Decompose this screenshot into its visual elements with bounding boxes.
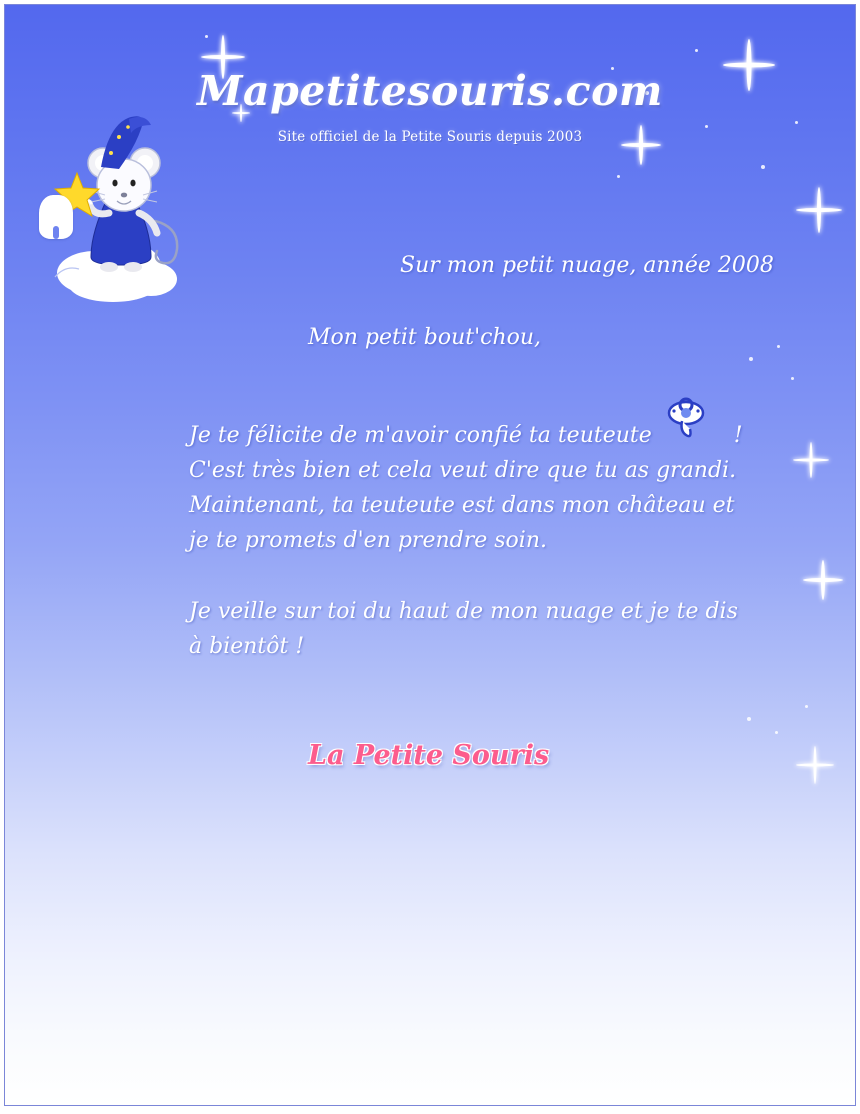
letter-salutation: Mon petit bout'chou, — [308, 325, 542, 350]
letter-date-line: Sur mon petit nuage, année 2008 — [400, 253, 774, 278]
site-title: Mapetitesouris.com — [197, 67, 663, 115]
pacifier-icon — [660, 395, 712, 447]
letter-line-1-exclamation: ! — [733, 423, 743, 448]
signature: La Petite Souris — [308, 740, 550, 771]
tooth-icon — [39, 195, 73, 239]
letter-page — [4, 4, 856, 1106]
sparkle-dot-icon — [761, 165, 765, 169]
sparkle-dot-icon — [805, 705, 808, 708]
sparkle-dot-icon — [695, 49, 698, 52]
sparkle-dot-icon — [749, 357, 753, 361]
sparkle-dot-icon — [617, 175, 620, 178]
sparkle-dot-icon — [205, 35, 208, 38]
letter-line-5: Je veille sur toi du haut de mon nuage et je te dis — [189, 599, 738, 624]
sparkle-dot-icon — [705, 125, 708, 128]
sparkle-dot-icon — [775, 731, 778, 734]
sparkle-dot-icon — [777, 345, 780, 348]
letter-line-3: Maintenant, ta teuteute est dans mon château et — [189, 493, 735, 518]
letter-line-4: je te promets d'en prendre soin. — [189, 528, 547, 553]
site-tagline: Site officiel de la Petite Souris depuis 2003 — [277, 129, 583, 145]
sparkle-dot-icon — [747, 717, 751, 721]
sparkle-dot-icon — [791, 377, 794, 380]
letter-line-2: C'est très bien et cela veut dire que tu as grandi. — [189, 458, 737, 483]
letter-paragraph-2 — [189, 594, 738, 664]
letter-line-6: à bientôt ! — [189, 634, 305, 659]
sparkle-dot-icon — [795, 121, 798, 124]
letter-line-1a: Je te félicite de m'avoir confié ta teuteute — [189, 423, 652, 448]
